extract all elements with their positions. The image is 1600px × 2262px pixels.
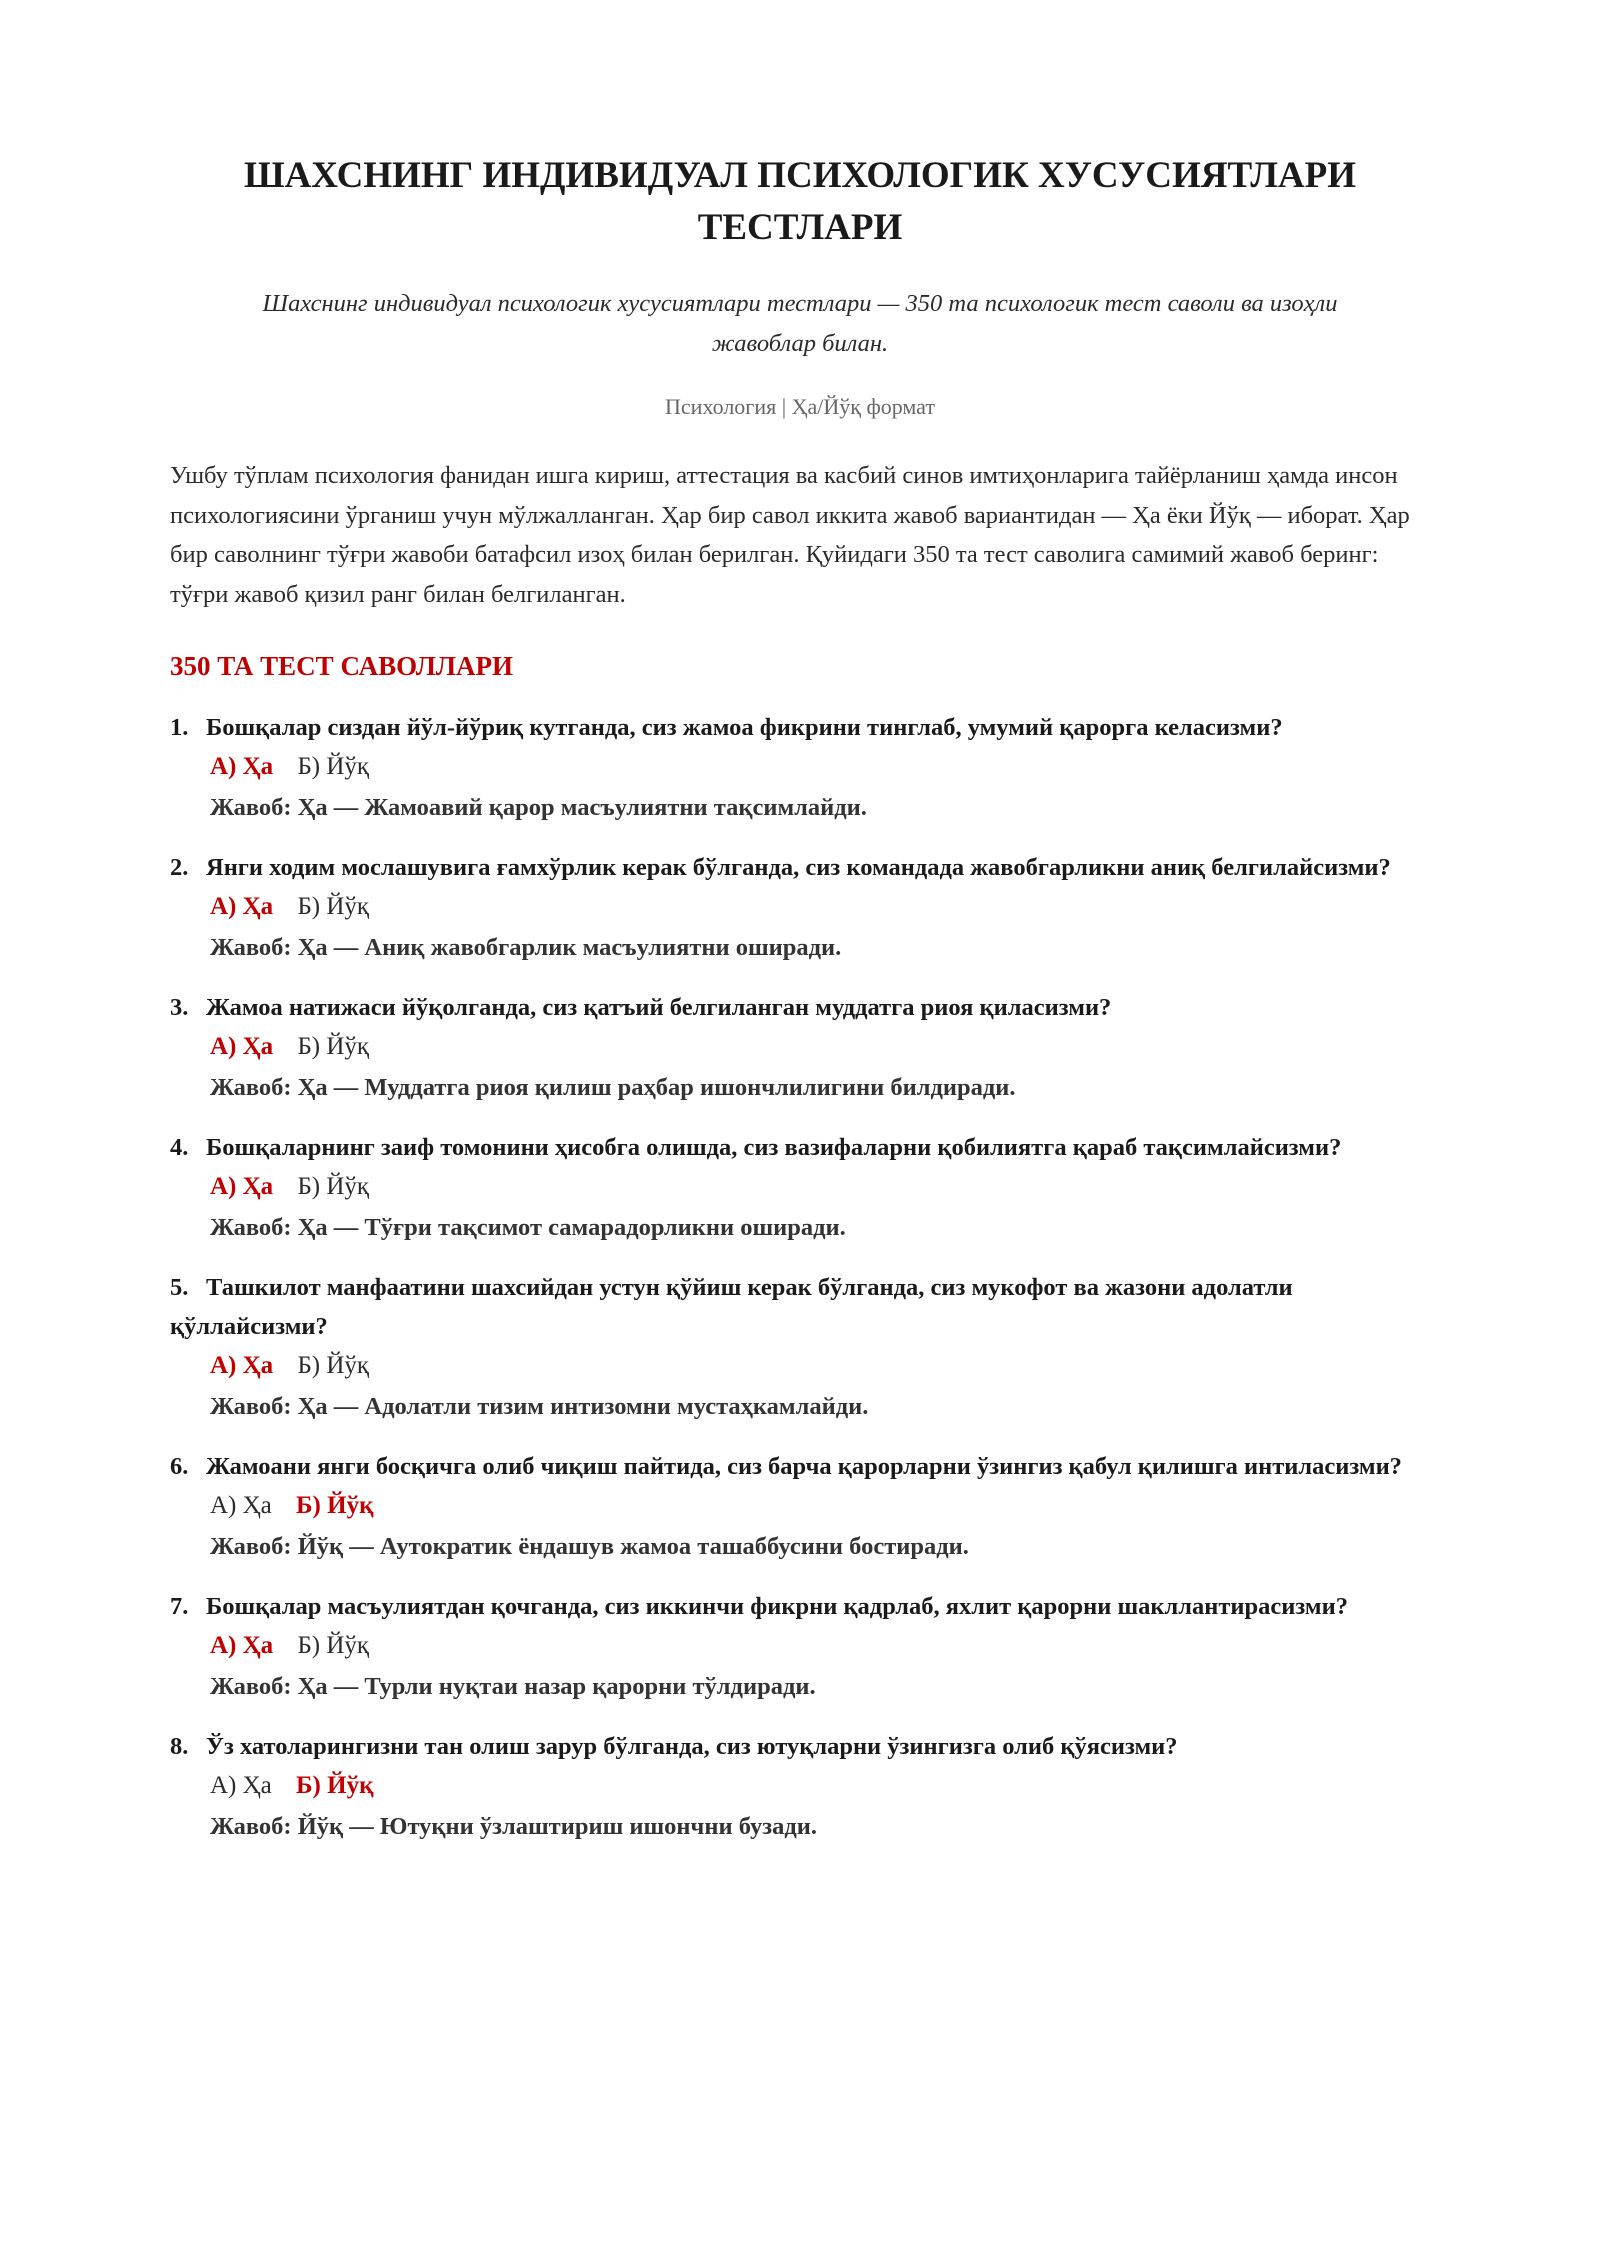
question-text bbox=[170, 988, 1430, 1027]
intro-paragraph: Ушбу тўплам психология фанидан ишга кириш, аттестация ва касбий синов имтиҳонларига тайёрланиш ҳамда инсон психологиясини ўрганиш учун мўлжалланган. Ҳар бир савол иккита жавоб вариантидан — Ҳа ёки Йўқ — иборат. Ҳар бир саволнинг тўғри жавоби батафсил изоҳ билан берилган. Қуйидаги 350 та тест саволига самимий жавоб беринг: тўғри жавоб қизил ранг билан белгиланган. bbox=[170, 462, 1410, 608]
answer-explanation: Жавоб: Ҳа — Аниқ жавобгарлик масъулиятни оширади. bbox=[210, 934, 842, 961]
answer-explanation: Жавоб: Ҳа — Жамоавий қарор масъулиятни тақсимлайди. bbox=[210, 794, 867, 821]
question-text bbox=[170, 1128, 1430, 1167]
question-item bbox=[170, 708, 1430, 829]
question-number: 4. bbox=[170, 1134, 189, 1161]
answer-explanation: Жавоб: Ҳа — Тўғри тақсимот самарадорликни оширади. bbox=[210, 1214, 846, 1241]
answer-options bbox=[170, 1167, 1430, 1207]
answer-options bbox=[170, 887, 1430, 927]
question-item bbox=[170, 988, 1430, 1109]
question-item bbox=[170, 1587, 1430, 1708]
question-item bbox=[170, 848, 1430, 969]
option-b[interactable]: Б) Йўқ bbox=[297, 1632, 370, 1659]
answer-options bbox=[170, 1766, 1430, 1806]
answer-options bbox=[170, 1626, 1430, 1666]
question-list bbox=[170, 708, 1430, 1848]
question-text bbox=[170, 1727, 1430, 1766]
option-a[interactable]: А) Ҳа bbox=[210, 1352, 274, 1379]
option-b[interactable]: Б) Йўқ bbox=[297, 1352, 370, 1379]
question-body: Бошқалар сиздан йўл-йўриқ кутганда, сиз жамоа фикрини тинглаб, умумий қарорга келасизми? bbox=[206, 714, 1283, 741]
option-a[interactable]: А) Ҳа bbox=[210, 1632, 274, 1659]
document-title: ШАХСНИНГ ИНДИВИДУАЛ ПСИХОЛОГИК ХУСУСИЯТЛАРИ ТЕСТЛАРИ bbox=[243, 155, 1357, 248]
question-body: Ташкилот манфаатини шахсийдан устун қўйиш керак бўлганда, сиз мукофот ва жазони адолатли қўллайсизми? bbox=[170, 1274, 1293, 1340]
question-number: 7. bbox=[170, 1593, 189, 1620]
question-number: 5. bbox=[170, 1274, 189, 1301]
question-body: Янги ходим мослашувига ғамхўрлик керак бўлганда, сиз командада жавобгарликни аниқ белгилайсизми? bbox=[206, 854, 1391, 881]
question-number: 8. bbox=[170, 1733, 189, 1760]
question-text bbox=[170, 1447, 1430, 1486]
section-heading: 350 ТА ТЕСТ САВОЛЛАРИ bbox=[170, 651, 513, 681]
question-text bbox=[170, 1268, 1430, 1346]
option-b[interactable]: Б) Йўқ bbox=[297, 1173, 370, 1200]
option-a[interactable]: А) Ҳа bbox=[210, 1772, 272, 1799]
option-b[interactable]: Б) Йўқ bbox=[296, 1772, 374, 1799]
answer-options bbox=[170, 1027, 1430, 1067]
question-text bbox=[170, 708, 1430, 747]
question-item bbox=[170, 1727, 1430, 1848]
question-item bbox=[170, 1447, 1430, 1568]
option-a[interactable]: А) Ҳа bbox=[210, 893, 274, 920]
option-b[interactable]: Б) Йўқ bbox=[297, 893, 370, 920]
option-a[interactable]: А) Ҳа bbox=[210, 1173, 274, 1200]
answer-options bbox=[170, 1346, 1430, 1386]
answer-explanation: Жавоб: Йўқ — Аутократик ёндашув жамоа ташаббусини бостиради. bbox=[210, 1533, 969, 1560]
option-a[interactable]: А) Ҳа bbox=[210, 1492, 272, 1519]
question-item bbox=[170, 1128, 1430, 1249]
question-text bbox=[170, 848, 1430, 887]
answer-explanation: Жавоб: Йўқ — Ютуқни ўзлаштириш ишончни бузади. bbox=[210, 1813, 818, 1840]
answer-explanation: Жавоб: Ҳа — Муддатга риоя қилиш раҳбар ишончлилигини билдиради. bbox=[210, 1074, 1016, 1101]
question-body: Жамоани янги босқичга олиб чиқиш пайтида, сиз барча қарорларни ўзингиз қабул қилишга интиласизми? bbox=[206, 1453, 1402, 1480]
question-number: 6. bbox=[170, 1453, 189, 1480]
question-text bbox=[170, 1587, 1430, 1626]
answer-options bbox=[170, 1486, 1430, 1526]
answer-explanation: Жавоб: Ҳа — Турли нуқтаи назар қарорни тўлдиради. bbox=[210, 1673, 816, 1700]
option-b[interactable]: Б) Йўқ bbox=[297, 753, 370, 780]
question-number: 3. bbox=[170, 994, 189, 1021]
document-subtitle: Шахснинг индивидуал психологик хусусиятлари тестлари — 350 та психологик тест саволи ва изоҳли жавоблар билан. bbox=[262, 290, 1338, 357]
question-number: 2. bbox=[170, 854, 189, 881]
option-a[interactable]: А) Ҳа bbox=[210, 1033, 274, 1060]
answer-explanation: Жавоб: Ҳа — Адолатли тизим интизомни мустаҳкамлайди. bbox=[210, 1393, 869, 1420]
question-body: Бошқалар масъулиятдан қочганда, сиз иккинчи фикрни қадрлаб, яхлит қарорни шакллантирасизми? bbox=[206, 1593, 1348, 1620]
option-b[interactable]: Б) Йўқ bbox=[297, 1033, 370, 1060]
option-a[interactable]: А) Ҳа bbox=[210, 753, 274, 780]
document-meta: Психология | Ҳа/Йўқ формат bbox=[665, 394, 935, 419]
option-b[interactable]: Б) Йўқ bbox=[296, 1492, 374, 1519]
question-body: Бошқаларнинг заиф томонини ҳисобга олишда, сиз вазифаларни қобилиятга қараб тақсимлайсизми? bbox=[206, 1134, 1342, 1161]
question-body: Ўз хатоларингизни тан олиш зарур бўлганда, сиз ютуқларни ўзингизга олиб қўясизми? bbox=[206, 1733, 1178, 1760]
question-item bbox=[170, 1268, 1430, 1428]
question-body: Жамоа натижаси йўқолганда, сиз қатъий белгиланган муддатга риоя қиласизми? bbox=[206, 994, 1112, 1021]
answer-options bbox=[170, 747, 1430, 787]
question-number: 1. bbox=[170, 714, 189, 741]
